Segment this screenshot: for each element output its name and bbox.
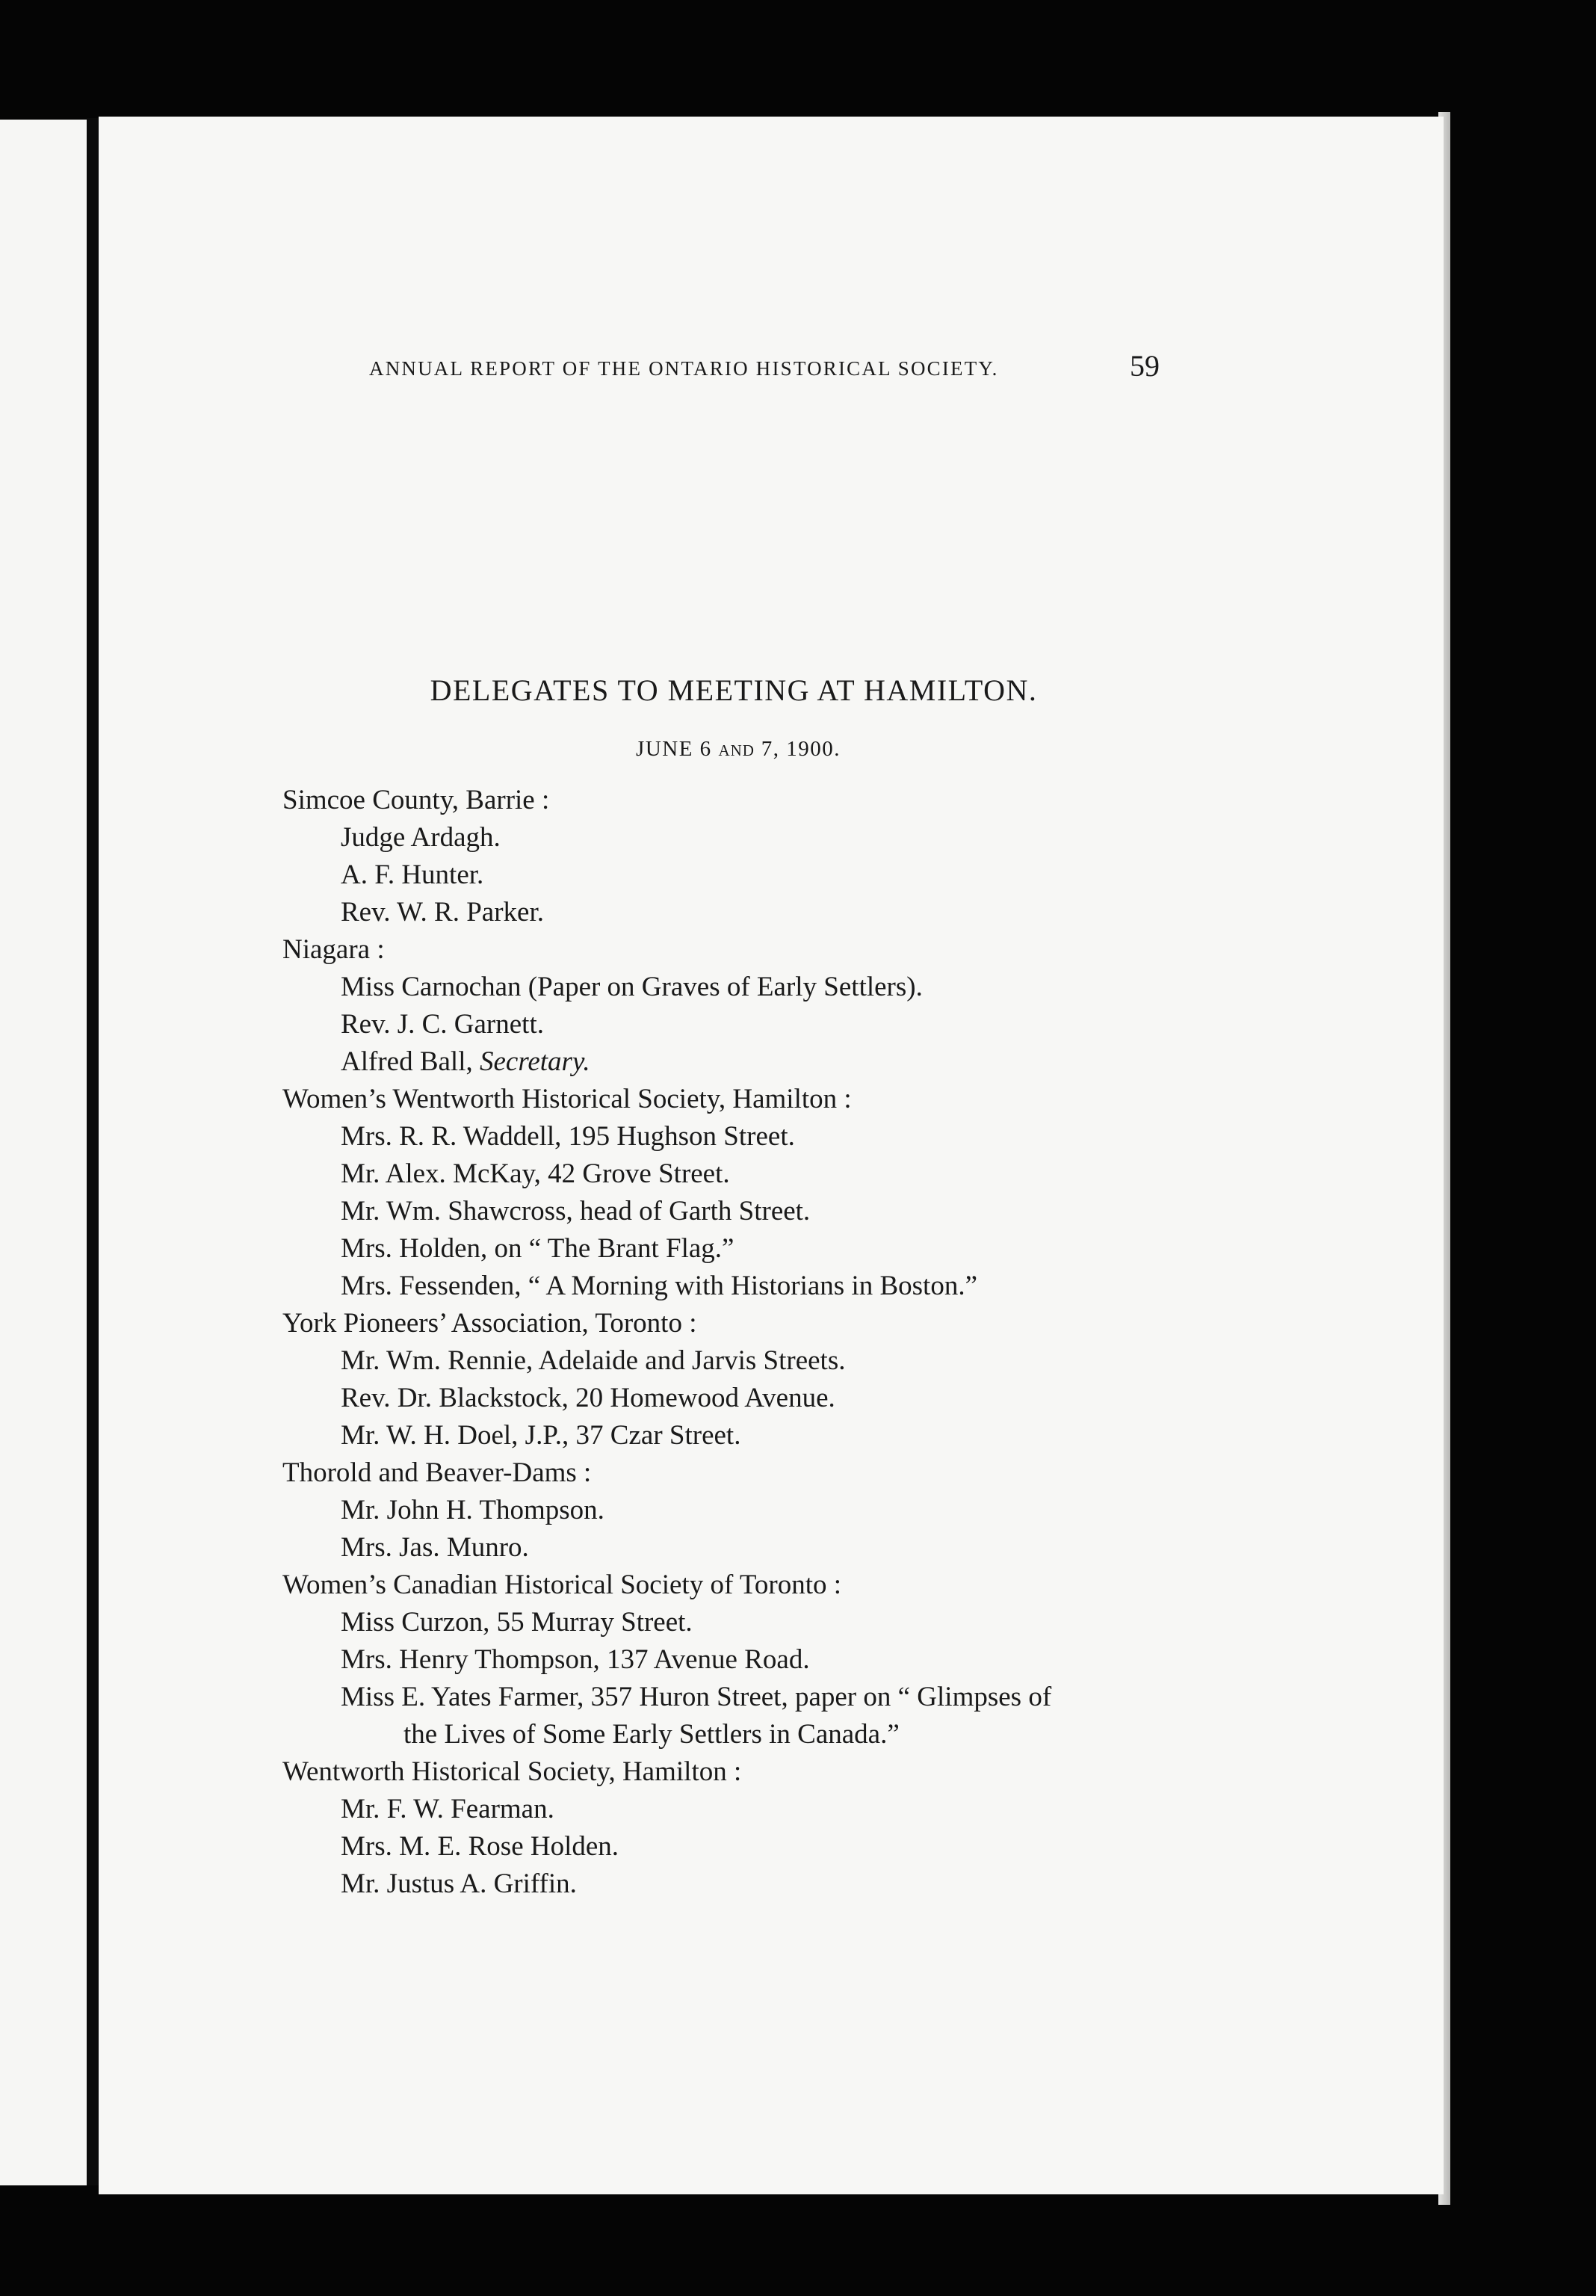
delegate: Mrs. Jas. Munro.	[341, 1532, 529, 1563]
delegate-group	[282, 782, 1284, 931]
delegate: Rev. W. R. Parker.	[341, 897, 545, 928]
group-name: York Pioneers’ Association, Toronto :	[282, 1308, 697, 1339]
book-gutter	[87, 118, 99, 2185]
delegate: Miss Curzon, 55 Murray Street.	[341, 1607, 693, 1638]
meeting-date	[99, 737, 1378, 762]
delegate-group	[282, 1753, 1284, 1903]
delegate-group	[282, 931, 1284, 1081]
delegate-name: Alfred Ball,	[341, 1046, 480, 1077]
delegate-group	[282, 1305, 1284, 1454]
delegate: Rev. J. C. Garnett.	[341, 1009, 544, 1040]
date-part-1: JUNE 6	[636, 737, 719, 761]
delegate-group	[282, 1454, 1284, 1567]
document-page	[99, 117, 1444, 2194]
delegate	[282, 1043, 1284, 1081]
delegate: Mrs. R. R. Waddell, 195 Hughson Street.	[341, 1121, 795, 1152]
delegate: Mrs. Henry Thompson, 137 Avenue Road.	[341, 1644, 810, 1675]
delegate: Mr. John H. Thompson.	[341, 1495, 604, 1525]
delegate: Mr. F. W. Fearman.	[341, 1794, 554, 1824]
delegate: Miss Carnochan (Paper on Graves of Early Settlers).	[341, 972, 923, 1002]
running-head: ANNUAL REPORT OF THE ONTARIO HISTORICAL SOCIETY.	[369, 357, 999, 380]
delegate: Mrs. Fessenden, “ A Morning with Historians in Boston.”	[341, 1271, 978, 1301]
delegate: Mr. Wm. Shawcross, head of Garth Street.	[341, 1196, 811, 1226]
group-name: Women’s Wentworth Historical Society, Hamilton :	[282, 1084, 852, 1114]
delegate: A. F. Hunter.	[341, 860, 484, 890]
delegate: Miss E. Yates Farmer, 357 Huron Street, paper on “ Glimpses of	[341, 1682, 1052, 1712]
page-number: 59	[1130, 349, 1160, 383]
delegate: Mr. Justus A. Griffin.	[341, 1868, 577, 1899]
facing-page	[0, 120, 87, 2185]
group-name: Wentworth Historical Society, Hamilton :	[282, 1756, 742, 1787]
delegate: Mr. W. H. Doel, J.P., 37 Czar Street.	[341, 1420, 741, 1451]
delegate: Mr. Wm. Rennie, Adelaide and Jarvis Streets.	[341, 1345, 846, 1376]
delegate: Mr. Alex. McKay, 42 Grove Street.	[341, 1158, 730, 1189]
delegate-role: Secretary.	[479, 1046, 590, 1077]
delegate-group	[282, 1081, 1284, 1305]
delegate: Mrs. M. E. Rose Holden.	[341, 1831, 619, 1862]
page-title: DELEGATES TO MEETING AT HAMILTON.	[430, 673, 1038, 707]
group-name: Simcoe County, Barrie :	[282, 785, 550, 815]
delegate-list	[282, 782, 1284, 1903]
delegate-continuation: the Lives of Some Early Settlers in Canada.”	[403, 1719, 900, 1750]
delegate: Mrs. Holden, on “ The Brant Flag.”	[341, 1233, 734, 1264]
delegate: Rev. Dr. Blackstock, 20 Homewood Avenue.	[341, 1383, 835, 1413]
group-name: Women’s Canadian Historical Society of Toronto :	[282, 1570, 842, 1600]
date-and: AND	[718, 741, 755, 759]
group-name: Niagara :	[282, 934, 385, 965]
group-name: Thorold and Beaver-Dams :	[282, 1457, 592, 1488]
delegate: Judge Ardagh.	[341, 822, 501, 853]
delegate-group	[282, 1567, 1284, 1753]
date-part-2: 7, 1900.	[754, 737, 841, 761]
